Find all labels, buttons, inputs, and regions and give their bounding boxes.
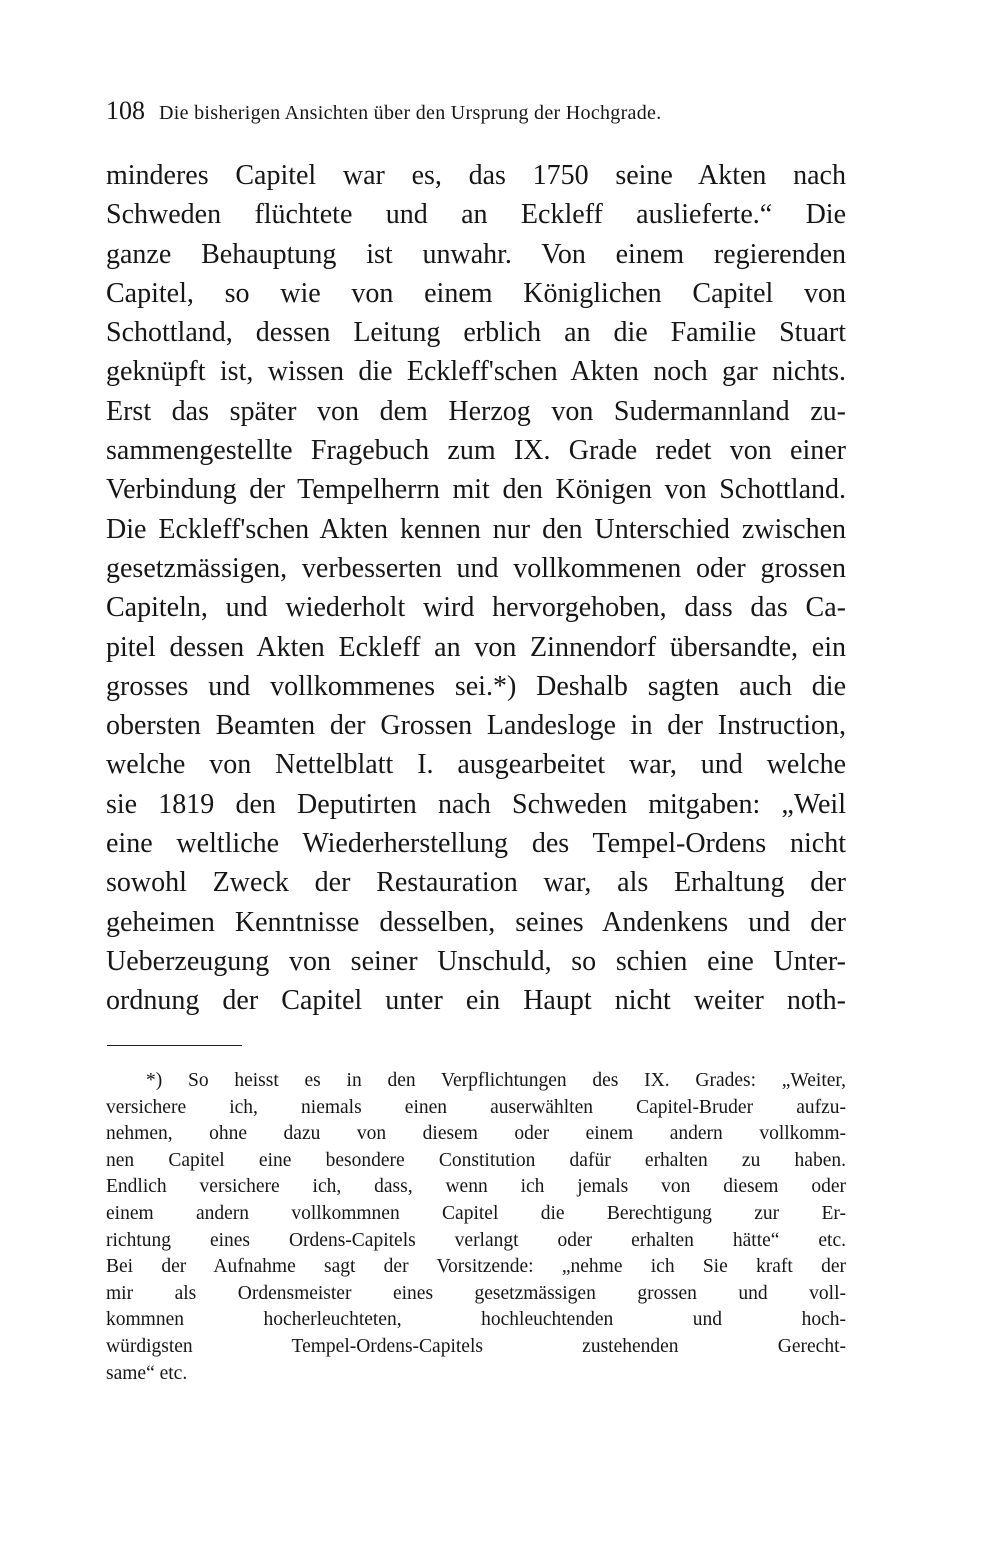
text-line: geheimen Kenntnisse desselben, seines Andenkens und der <box>106 906 846 938</box>
footnote-line: Endlich versichere ich, dass, wenn ich jemals von diesem oder <box>106 1176 846 1198</box>
text-line: grosses und vollkommenes sei.*) Deshalb sagten auch die <box>106 670 846 702</box>
text-line: Ueberzeugung von seiner Unschuld, so schien eine Unter- <box>106 945 846 977</box>
footnote-line: einem andern vollkommnen Capitel die Berechtigung zur Er- <box>106 1202 846 1224</box>
footnote-line: versichere ich, niemals einen auserwählten Capitel-Bruder aufzu- <box>106 1096 846 1118</box>
page-number: 108 <box>106 96 145 125</box>
text-line: eine weltliche Wiederherstellung des Tempel-Ordens nicht <box>106 828 846 860</box>
text-line: Die Eckleff'schen Akten kennen nur den Unterschied zwischen <box>106 513 846 545</box>
text-line: ordnung der Capitel unter ein Haupt nicht weiter noth- <box>106 985 846 1017</box>
footnote-line: mir als Ordensmeister eines gesetzmässigen grossen und voll- <box>106 1282 846 1304</box>
text-line: ganze Behauptung ist unwahr. Von einem regierenden <box>106 238 846 270</box>
text-line: sowohl Zweck der Restauration war, als Erhaltung der <box>106 867 846 899</box>
footnote-line: nen Capitel eine besondere Constitution dafür erhalten zu haben. <box>106 1149 846 1171</box>
text-line: Schottland, dessen Leitung erblich an die Familie Stuart <box>106 317 846 349</box>
footnote-line: same“ etc. <box>106 1362 188 1384</box>
text-line: Capiteln, und wiederholt wird hervorgehoben, dass das Ca- <box>106 592 846 624</box>
footnote-line: *) So heisst es in den Verpflichtungen des IX. Grades: „Weiter, <box>146 1070 846 1091</box>
text-line: gesetzmässigen, verbesserten und vollkommenen oder grossen <box>106 552 846 584</box>
text-line: welche von Nettelblatt I. ausgearbeitet war, und welche <box>106 749 846 781</box>
text-line: sammengestellte Fragebuch zum IX. Grade redet von einer <box>106 435 846 467</box>
text-line: Verbindung der Tempelherrn mit den Königen von Schottland. <box>106 474 846 506</box>
footnote-line: richtung eines Ordens-Capitels verlangt oder erhalten hätte“ etc. <box>106 1229 846 1251</box>
footnote-line: nehmen, ohne dazu von diesem oder einem andern vollkomm- <box>106 1123 846 1145</box>
body-text <box>106 156 846 1021</box>
footnote-line: würdigsten Tempel-Ordens-Capitels zustehenden Gerecht- <box>106 1335 846 1357</box>
text-line: obersten Beamten der Grossen Landesloge in der Instruction, <box>106 710 846 742</box>
page-header <box>106 96 846 132</box>
text-line: minderes Capitel war es, das 1750 seine Akten nach <box>106 160 846 191</box>
footnote-line: Bei der Aufnahme sagt der Vorsitzende: „nehme ich Sie kraft der <box>106 1256 846 1278</box>
text-line: pitel dessen Akten Eckleff an von Zinnendorf übersandte, ein <box>106 631 846 663</box>
footnote-divider <box>107 1045 242 1046</box>
text-line: Schweden flüchtete und an Eckleff auslieferte.“ Die <box>106 199 846 231</box>
footnote-line: kommnen hocherleuchteten, hochleuchtenden und hoch- <box>106 1309 846 1331</box>
footnote <box>106 1068 846 1387</box>
text-line: Erst das später von dem Herzog von Sudermannland zu- <box>106 395 846 427</box>
text-line: Capitel, so wie von einem Königlichen Capitel von <box>106 277 846 309</box>
running-head: Die bisherigen Ansichten über den Ursprung der Hochgrade. <box>159 102 662 124</box>
text-line: geknüpft ist, wissen die Eckleff'schen Akten noch gar nichts. <box>106 356 846 388</box>
text-line: sie 1819 den Deputirten nach Schweden mitgaben: „Weil <box>106 788 846 820</box>
